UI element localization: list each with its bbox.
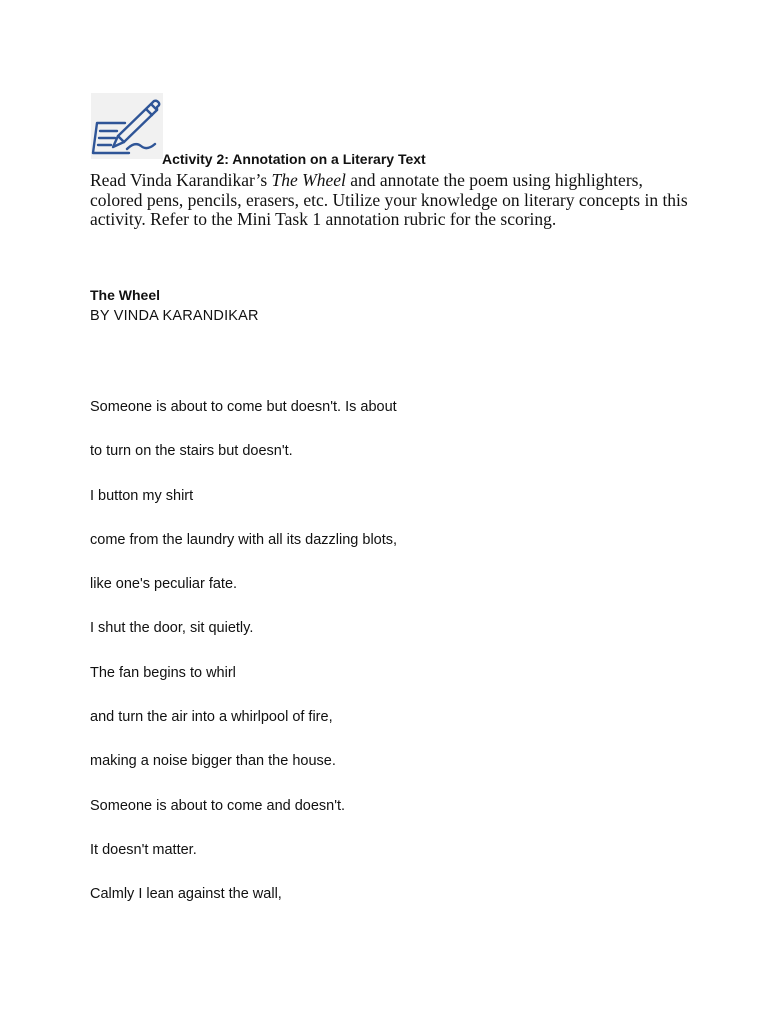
poem-line: and turn the air into a whirlpool of fire, [90, 709, 333, 726]
instructions-text-start: Read Vinda Karandikar’s [90, 170, 272, 190]
poem-line: Someone is about to come and doesn't. [90, 797, 346, 814]
poem-line: making a noise bigger than the house. [90, 753, 336, 770]
activity-title: Activity 2: Annotation on a Literary Text [162, 151, 426, 167]
poem-lines [90, 397, 397, 929]
poem-author: BY VINDA KARANDIKAR [90, 308, 259, 324]
poem-line: It doesn't matter. [90, 841, 197, 858]
poem-line: The fan begins to whirl [90, 664, 236, 681]
poem-line: to turn on the stairs but doesn't. [90, 443, 293, 460]
instructions-work-title: The Wheel [271, 170, 346, 190]
poem-line: I button my shirt [90, 487, 194, 504]
poem-line: Someone is about to come but doesn't. Is about [90, 399, 397, 415]
annotation-pencil-icon [91, 93, 163, 159]
instructions-text-end: and annotate the poem using highlighters, colored pens, pencils, erasers, etc. Utilize your knowledge on literary concepts in this activity. Refer to the Mini Task 1 annotation rubric for the scoring. [90, 170, 688, 229]
poem-line: like one's peculiar fate. [90, 576, 238, 593]
poem-line: Calmly I lean against the wall, [90, 886, 282, 903]
activity-instructions [90, 171, 690, 230]
poem-title: The Wheel [90, 287, 161, 303]
poem-line: come from the laundry with all its dazzling blots, [90, 531, 398, 548]
poem-line: I shut the door, sit quietly. [90, 620, 254, 637]
